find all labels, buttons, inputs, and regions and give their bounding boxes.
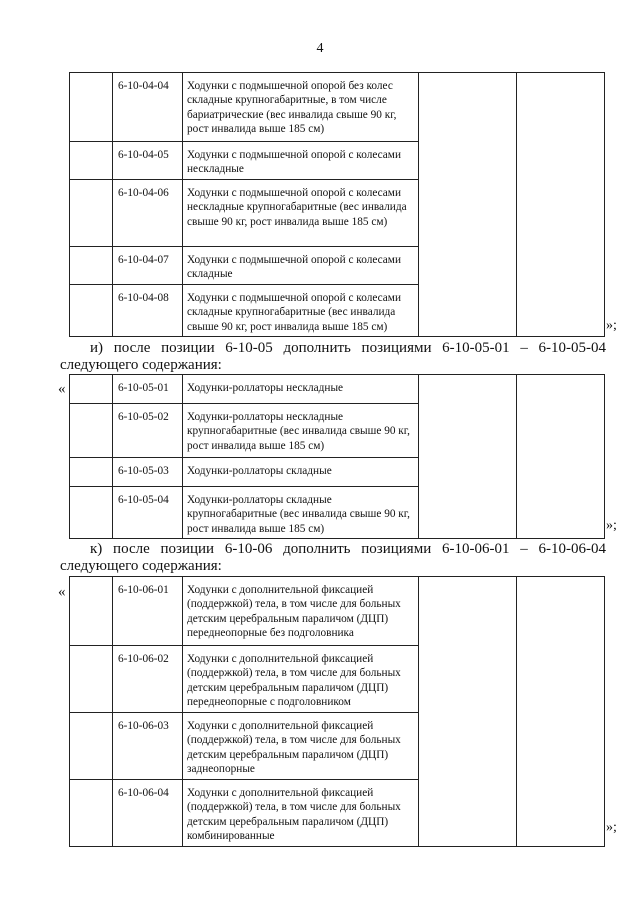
table-positions-6-10-04: [69, 72, 605, 337]
table-row: [70, 375, 605, 404]
position-code: 6-10-06-04: [113, 780, 183, 847]
paragraph-i: [60, 340, 606, 374]
closing-quote: »;: [606, 518, 617, 533]
position-name: Ходунки с подмышечной опорой с колесами складные крупногабаритные (вес инвалида свыше 90 кг, рост инвалида выше 185 см): [183, 284, 419, 336]
empty-cell: [70, 713, 113, 780]
empty-cell: [70, 780, 113, 847]
empty-cell: [517, 375, 605, 539]
empty-cell: [70, 246, 113, 284]
empty-cell: [70, 179, 113, 246]
position-code: 6-10-05-03: [113, 458, 183, 487]
empty-cell: [70, 404, 113, 458]
empty-cell: [70, 375, 113, 404]
position-code: 6-10-06-03: [113, 713, 183, 780]
empty-cell: [70, 577, 113, 646]
position-name: Ходунки-роллаторы складные крупногабаритные (вес инвалида свыше 90 кг, рост инвалида выше 185 см): [183, 487, 419, 539]
empty-cell: [419, 73, 517, 337]
opening-quote: «: [58, 584, 66, 600]
opening-quote: «: [58, 381, 66, 397]
position-code: 6-10-05-04: [113, 487, 183, 539]
table-row: [70, 73, 605, 142]
empty-cell: [70, 73, 113, 142]
position-name: Ходунки-роллаторы нескладные: [183, 375, 419, 404]
table-positions-6-10-05: [69, 374, 605, 539]
position-name: Ходунки с дополнительной фиксацией (поддержкой) тела, в том числе для больных детским церебральным параличом (ДЦП) заднеопорные: [183, 713, 419, 780]
page-number: 4: [316, 41, 324, 56]
position-code: 6-10-04-06: [113, 179, 183, 246]
paragraph-line: следующего содержания:: [60, 558, 222, 574]
position-name: Ходунки-роллаторы складные: [183, 458, 419, 487]
closing-quote: »;: [606, 318, 617, 333]
position-code: 6-10-05-01: [113, 375, 183, 404]
table-positions-6-10-06: [69, 576, 605, 847]
paragraph-line: следующего содержания:: [60, 357, 222, 373]
position-code: 6-10-06-01: [113, 577, 183, 646]
empty-cell: [419, 577, 517, 847]
position-name: Ходунки с подмышечной опорой с колесами нескладные: [183, 142, 419, 180]
table-row: [70, 577, 605, 646]
position-name: Ходунки с подмышечной опорой с колесами нескладные крупногабаритные (вес инвалида свыше 90 кг, рост инвалида выше 185 см): [183, 179, 419, 246]
empty-cell: [70, 284, 113, 336]
empty-cell: [517, 577, 605, 847]
paragraph-line: и) после позиции 6-10-05 дополнить позициями 6-10-05-01 – 6-10-05-04: [90, 340, 606, 356]
position-code: 6-10-04-07: [113, 246, 183, 284]
empty-cell: [70, 487, 113, 539]
empty-cell: [70, 458, 113, 487]
paragraph-k: [60, 541, 606, 575]
position-code: 6-10-06-02: [113, 646, 183, 713]
empty-cell: [70, 142, 113, 180]
position-name: Ходунки с дополнительной фиксацией (поддержкой) тела, в том числе для больных детским церебральным параличом (ДЦП) переднеопорные с подголовником: [183, 646, 419, 713]
position-name: Ходунки с дополнительной фиксацией (поддержкой) тела, в том числе для больных детским церебральным параличом (ДЦП) переднеопорные без подголовника: [183, 577, 419, 646]
position-name: Ходунки с подмышечной опорой без колес складные крупногабаритные, в том числе бариатрические (вес инвалида свыше 90 кг, рост инвалида выше 185 см): [183, 73, 419, 142]
position-name: Ходунки с подмышечной опорой с колесами складные: [183, 246, 419, 284]
empty-cell: [517, 73, 605, 337]
position-code: 6-10-04-08: [113, 284, 183, 336]
empty-cell: [419, 375, 517, 539]
paragraph-line: к) после позиции 6-10-06 дополнить позициями 6-10-06-01 – 6-10-06-04: [90, 541, 606, 557]
position-code: 6-10-04-04: [113, 73, 183, 142]
position-code: 6-10-04-05: [113, 142, 183, 180]
closing-quote: »;: [606, 820, 617, 835]
position-code: 6-10-05-02: [113, 404, 183, 458]
position-name: Ходунки-роллаторы нескладные крупногабаритные (вес инвалида свыше 90 кг, рост инвалида выше 185 см): [183, 404, 419, 458]
empty-cell: [70, 646, 113, 713]
position-name: Ходунки с дополнительной фиксацией (поддержкой) тела, в том числе для больных детским церебральным параличом (ДЦП) комбинированные: [183, 780, 419, 847]
